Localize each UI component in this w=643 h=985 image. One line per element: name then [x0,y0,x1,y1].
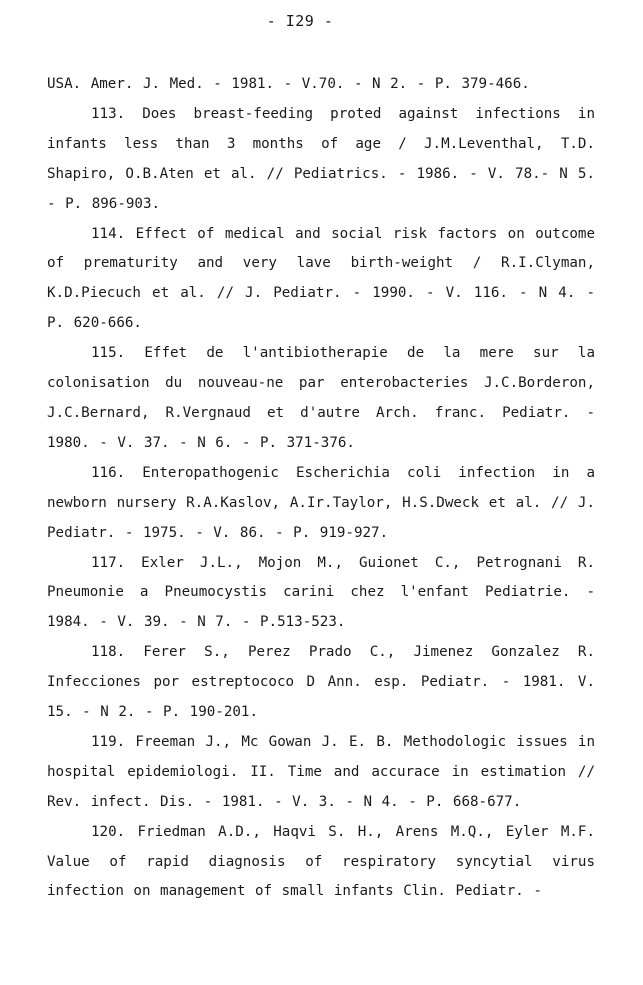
reference-117: 117. Exler J.L., Mojon M., Guionet C., Petrognani R. Pneumonie a Pneumocystis carini chez l'enfant Pediatrie. - 1984. - V. 39. - N 7. - P.513-523. [47,554,595,631]
reference-115: 115. Effet de l'antibiotherapie de la mere sur la colonisation du nouveau-ne par enterobacteries J.C.Borderon, J.C.Bernard, R.Vergnaud et d'autre Arch. franc. Pediatr. - 1980. - V. 37. - N 6. - P. 371-376. [47,345,595,451]
reference-120: 120. Friedman A.D., Haqvi S. H., Arens M.Q., Eyler M.F. Value of rapid diagnosis of respiratory syncytial virus infection on management of small infants Clin. Pediatr. - [47,823,595,900]
reference-113: 113. Does breast-feeding proted against infections in infants less than 3 months of age / J.M.Leventhal, T.D. Shapiro, O.B.Aten et al. // Pediatrics. - 1986. - V. 78.- N 5. - P. 896-903. [47,105,595,212]
reference-119: 119. Freeman J., Mc Gowan J. E. B. Methodologic issues in hospital epidemiologi. II. Time and accurace in estimation // Rev. infect. Dis. - 1981. - V. 3. - N 4. - P. 668-677. [47,733,595,810]
page-number: - I29 - [266,12,334,30]
reference-list [47,70,595,907]
reference-continuation: USA. Amer. J. Med. - 1981. - V.70. - N 2. - P. 379-466. [47,76,530,92]
reference-116: 116. Enteropathogenic Escherichia coli infection in a newborn nursery R.A.Kaslov, A.Ir.Taylor, H.S.Dweck et al. // J. Pediatr. - 1975. - V. 86. - P. 919-927. [47,464,595,541]
reference-114: 114. Effect of medical and social risk factors on outcome of prematurity and very lave birth-weight / R.I.Clyman, K.D.Piecuch et al. // J. Pediatr. - 1990. - V. 116. - N 4. - P. 620-666. [47,225,595,332]
reference-118: 118. Ferer S., Perez Prado C., Jimenez Gonzalez R. Infecciones por estreptococo D Ann. esp. Pediatr. - 1981. V. 15. - N 2. - P. 190-201. [47,644,595,721]
